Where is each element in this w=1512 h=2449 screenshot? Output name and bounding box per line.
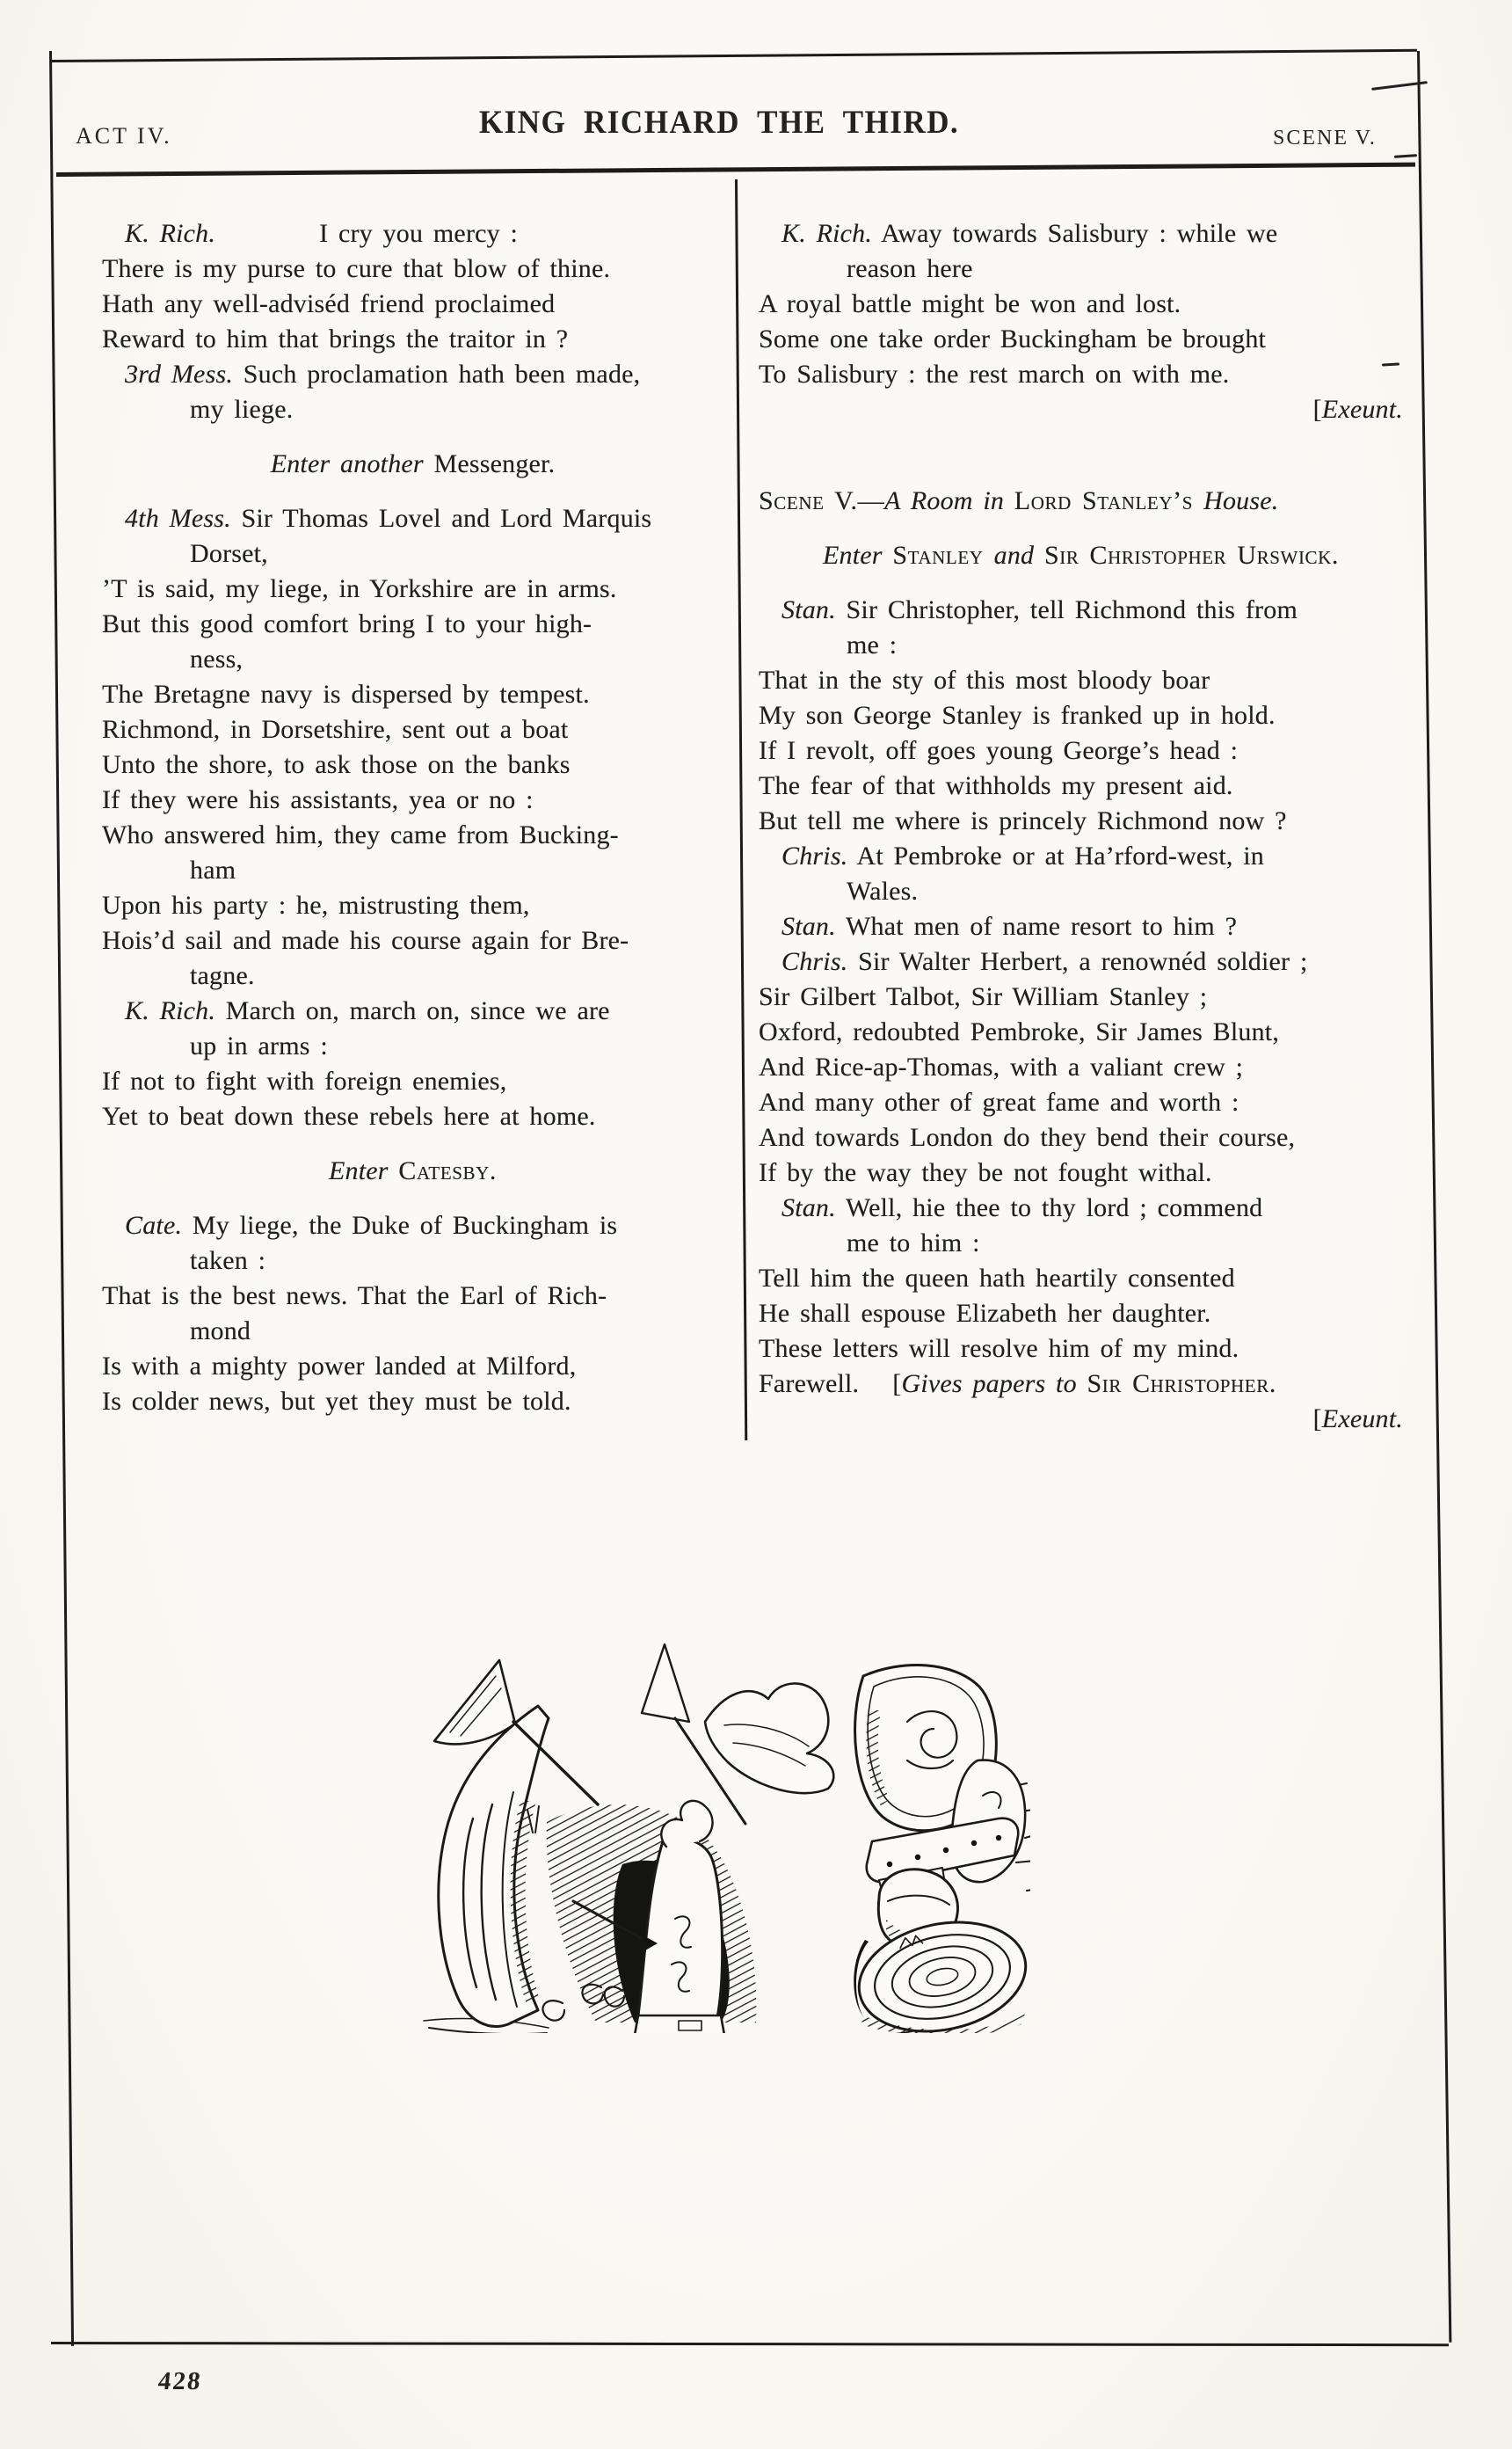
text-segment: K. Rich. <box>781 219 873 248</box>
text-segment: To Salisbury : the rest march on with me. <box>759 360 1230 389</box>
text-segment: Exeunt. <box>1321 1404 1403 1433</box>
verse-line <box>102 747 723 783</box>
armor-pile-illustration <box>415 1637 1030 2033</box>
text-segment: The fear of that withholds my present aid. <box>759 771 1233 800</box>
continuation-line <box>102 1243 723 1279</box>
text-segment: Sir Gilbert Talbot, Sir William Stanley ; <box>759 982 1208 1011</box>
verse-line <box>759 287 1403 322</box>
speech-line <box>102 216 723 251</box>
text-column-right <box>759 216 1403 1437</box>
text-segment: Gives papers to <box>901 1369 1087 1398</box>
verse-line <box>759 698 1403 733</box>
continuation-line <box>102 1029 723 1064</box>
text-segment: If I revolt, off goes young George’s head : <box>759 736 1239 765</box>
text-segment: Chris. <box>781 947 848 976</box>
continuation-line <box>102 392 723 427</box>
text-segment: Lord Stanley’s <box>1014 486 1204 515</box>
text-segment: That is the best news. That the Earl of Rich- <box>102 1281 607 1310</box>
verse-line <box>759 1155 1403 1191</box>
text-segment: taken : <box>190 1246 266 1275</box>
verse-line <box>102 818 723 853</box>
text-segment: Farewell. <box>759 1369 860 1398</box>
text-segment: Stan. <box>781 595 836 624</box>
text-segment: K. Rich. <box>125 996 216 1025</box>
text-segment: Catesby. <box>398 1156 497 1185</box>
text-segment: At Pembroke or at Ha’rford-west, in <box>847 842 1264 871</box>
page-number: 428 <box>156 2367 204 2395</box>
text-segment: Exeunt. <box>1321 395 1403 424</box>
scene-label: SCENE V. <box>1273 127 1377 149</box>
text-segment: Sir Walter Herbert, a renownéd soldier ; <box>847 947 1308 976</box>
scene-heading <box>759 484 1403 519</box>
top-rule <box>51 49 1417 62</box>
speech-line <box>759 1191 1403 1226</box>
text-segment: Is colder news, but yet they must be told. <box>102 1387 571 1416</box>
verse-line <box>759 1120 1403 1155</box>
text-segment: The Bretagne navy is dispersed by tempest. <box>102 680 590 709</box>
text-segment: A royal battle might be won and lost. <box>759 289 1181 318</box>
verse-line <box>759 357 1403 392</box>
text-segment: Cate. <box>125 1211 183 1240</box>
verse-line <box>102 1349 723 1384</box>
text-segment: House. <box>1203 486 1279 515</box>
text-segment: What men of name resort to him ? <box>835 912 1238 941</box>
running-title: KING RICHARD THE THIRD. <box>478 105 960 141</box>
verse-line <box>102 322 723 357</box>
text-segment: Well, hie thee to thy lord ; commend <box>835 1193 1263 1222</box>
text-segment: reason here <box>847 254 973 283</box>
speech-line <box>102 994 723 1029</box>
text-segment: Hois’d sail and made his course again for Bre- <box>102 926 629 955</box>
text-segment: Away towards Salisbury : while we <box>872 219 1278 248</box>
text-segment: If by the way they be not fought withal. <box>759 1158 1212 1187</box>
text-segment: Upon his party : he, mistrusting them, <box>102 891 530 920</box>
act-label: ACT IV. <box>76 123 172 149</box>
speech-line <box>102 357 723 392</box>
text-segment: ness, <box>190 645 244 674</box>
verse-line <box>102 1279 723 1314</box>
stage-direction <box>759 538 1403 573</box>
text-segment: Reward to him that brings the traitor in ? <box>102 324 569 354</box>
speech-line <box>759 909 1403 944</box>
verse-line <box>102 1064 723 1099</box>
text-segment: ’T is said, my liege, in Yorkshire are in arms. <box>102 574 617 603</box>
verse-line <box>102 1384 723 1419</box>
text-segment: K. Rich. <box>125 219 216 248</box>
text-segment: Such proclamation hath been made, <box>233 360 641 389</box>
text-segment: And many other of great fame and worth : <box>759 1088 1239 1117</box>
speech-line <box>102 1208 723 1243</box>
text-segment: Tell him the queen hath heartily consented <box>759 1264 1235 1293</box>
text-segment: Unto the shore, to ask those on the banks <box>102 750 571 779</box>
text-segment: And towards London do they bend their course, <box>759 1123 1296 1152</box>
verse-line <box>759 1050 1403 1085</box>
verse-line <box>102 783 723 818</box>
text-segment: Is with a mighty power landed at Milford, <box>102 1352 577 1381</box>
text-segment: Scene V.— <box>759 486 885 515</box>
text-segment: Some one take order Buckingham be brought <box>759 324 1267 354</box>
text-segment: [ <box>1312 395 1322 424</box>
verse-line <box>759 663 1403 698</box>
text-segment: mond <box>190 1316 251 1345</box>
verse-line <box>102 1099 723 1134</box>
verse-line <box>759 322 1403 357</box>
text-segment: Stan. <box>781 1193 836 1222</box>
verse-line <box>102 712 723 747</box>
verse-line <box>102 287 723 322</box>
text-segment: Dorset, <box>190 539 268 568</box>
text-segment: That in the sty of this most bloody boar <box>759 666 1210 695</box>
verse-line <box>759 1085 1403 1120</box>
text-segment: My son George Stanley is franked up in hold. <box>759 701 1276 730</box>
text-segment: me : <box>847 630 898 660</box>
verse-line <box>102 572 723 607</box>
text-segment: 4th Mess. <box>125 504 231 533</box>
text-segment: Sir Christopher, tell Richmond this from <box>835 595 1298 624</box>
continuation-line <box>102 642 723 677</box>
verse-line <box>759 1015 1403 1050</box>
column-divider <box>735 179 747 1440</box>
text-segment: If not to fight with foreign enemies, <box>102 1067 507 1096</box>
text-segment: and <box>993 541 1044 570</box>
bottom-rule <box>51 2342 1449 2346</box>
speech-line <box>759 593 1403 628</box>
text-segment: [ <box>892 1369 902 1398</box>
text-segment: Sir Christopher Urswick. <box>1043 541 1340 570</box>
verse-line <box>102 888 723 923</box>
text-segment: Enter <box>328 1156 399 1185</box>
continuation-line <box>759 1226 1403 1261</box>
continuation-line <box>102 536 723 572</box>
text-segment: Richmond, in Dorsetshire, sent out a boat <box>102 715 569 744</box>
text-segment: I cry you mercy : <box>319 219 519 248</box>
text-segment: A Room in <box>884 486 1014 515</box>
continuation-line <box>759 251 1403 287</box>
text-segment: Stanley <box>892 541 994 570</box>
speech-line <box>102 501 723 536</box>
verse-line <box>759 769 1403 804</box>
continuation-line <box>102 1314 723 1349</box>
speech-line <box>759 944 1403 980</box>
verse-line <box>102 923 723 958</box>
text-segment: ham <box>190 856 236 885</box>
verse-line <box>759 1261 1403 1296</box>
stage-direction <box>102 447 723 482</box>
text-segment: If they were his assistants, yea or no : <box>102 785 534 814</box>
text-segment: My liege, the Duke of Buckingham is <box>182 1211 618 1240</box>
text-segment: Stan. <box>781 912 836 941</box>
continuation-line <box>102 853 723 888</box>
text-segment: up in arms : <box>190 1031 328 1061</box>
text-segment: Chris. <box>781 842 848 871</box>
stage-direction <box>102 1154 723 1189</box>
speech-line <box>759 216 1403 251</box>
header-rule <box>56 163 1415 177</box>
text-segment: There is my purse to cure that blow of thine. <box>102 254 611 283</box>
text-segment: me to him : <box>847 1228 980 1257</box>
right-page-border <box>1417 51 1451 2343</box>
text-segment: 3rd Mess. <box>125 360 234 389</box>
text-segment: Yet to beat down these rebels here at home. <box>102 1102 596 1131</box>
text-segment: Hath any well-adviséd friend proclaimed <box>102 289 556 318</box>
text-segment: Enter <box>822 541 893 570</box>
text-segment: He shall espouse Elizabeth her daughter. <box>759 1299 1211 1328</box>
text-segment: Messenger. <box>423 449 556 478</box>
speech-line <box>759 839 1403 874</box>
continuation-line <box>102 958 723 994</box>
text-segment: Sir Christopher. <box>1087 1369 1276 1398</box>
verse-line <box>759 733 1403 769</box>
speech-line <box>759 1367 1403 1402</box>
text-segment: March on, march on, since we are <box>215 996 610 1025</box>
text-segment: And Rice-ap-Thomas, with a valiant crew ; <box>759 1053 1244 1082</box>
text-segment: my liege. <box>190 395 294 424</box>
text-segment: tagne. <box>190 961 255 990</box>
text-segment: But this good comfort bring I to your high- <box>102 609 592 638</box>
continuation-line <box>759 628 1403 663</box>
verse-line <box>759 804 1403 839</box>
text-segment: But tell me where is princely Richmond now ? <box>759 806 1287 835</box>
text-segment: Who answered him, they came from Bucking- <box>102 820 619 849</box>
text-segment: Oxford, redoubted Pembroke, Sir James Blunt, <box>759 1017 1280 1046</box>
scan-artifact <box>1394 154 1417 158</box>
text-column-left <box>102 216 723 1419</box>
verse-line <box>759 980 1403 1015</box>
text-segment: [ <box>1312 1404 1322 1433</box>
exeunt-direction <box>759 1402 1403 1437</box>
continuation-line <box>759 874 1403 909</box>
verse-line <box>102 607 723 642</box>
verse-line <box>102 251 723 287</box>
text-segment: Sir Thomas Lovel and Lord Marquis <box>230 504 652 533</box>
verse-line <box>102 677 723 712</box>
exeunt-direction <box>759 392 1403 427</box>
verse-line <box>759 1296 1403 1331</box>
text-segment: These letters will resolve him of my mind. <box>759 1334 1239 1363</box>
verse-line <box>759 1331 1403 1367</box>
text-segment: Enter another <box>270 449 424 478</box>
text-segment: Wales. <box>847 877 919 906</box>
left-page-border <box>49 51 74 2346</box>
